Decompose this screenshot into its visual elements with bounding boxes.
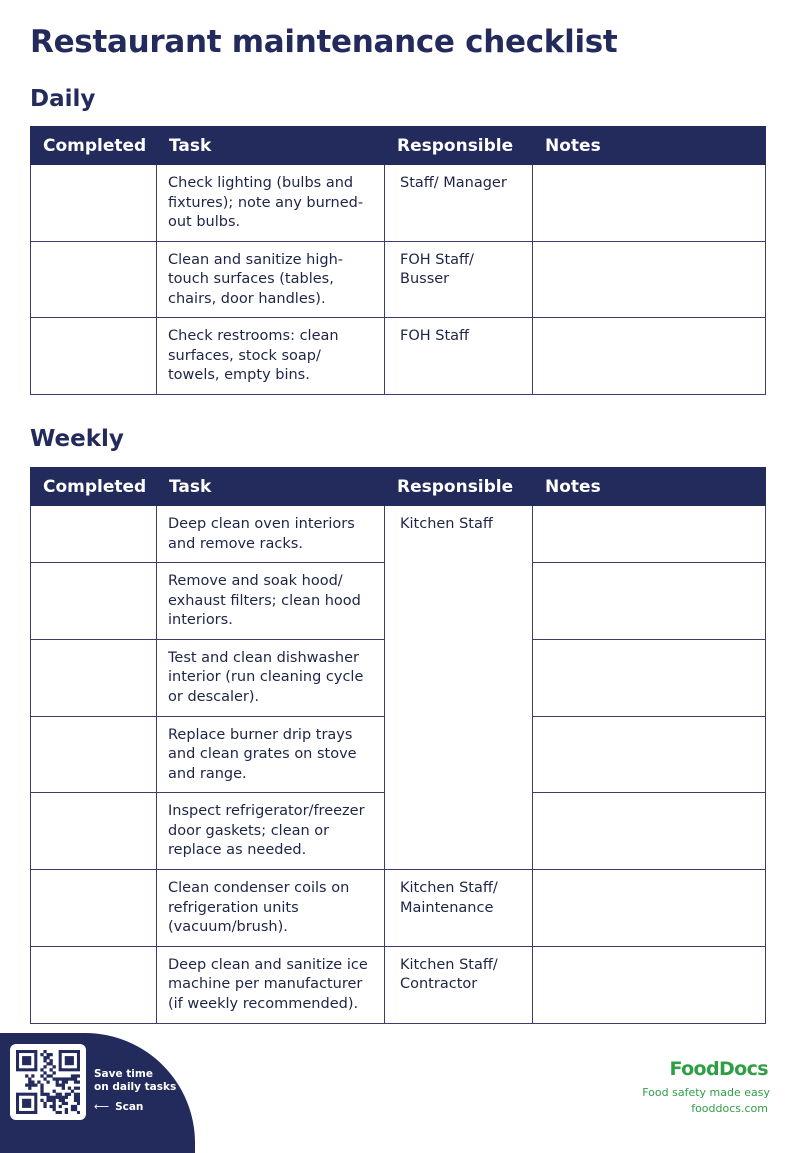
task-cell: Remove and soak hood/ exhaust filters; clean hood interiors.: [157, 563, 385, 640]
completed-cell[interactable]: [31, 241, 157, 318]
column-header-completed: Completed: [31, 127, 157, 165]
responsible-cell: Kitchen Staff/ Maintenance: [385, 870, 533, 947]
daily-heading: Daily: [30, 86, 96, 112]
completed-cell[interactable]: [31, 563, 157, 640]
notes-cell[interactable]: [533, 870, 766, 947]
table-row: [31, 318, 766, 395]
table-header-row: [31, 468, 766, 506]
column-header-completed: Completed: [31, 468, 157, 506]
table-row: [31, 506, 766, 563]
notes-cell[interactable]: [533, 165, 766, 242]
completed-cell[interactable]: [31, 506, 157, 563]
notes-cell[interactable]: [533, 318, 766, 395]
notes-cell[interactable]: [533, 563, 766, 640]
qr-code-icon[interactable]: [10, 1044, 86, 1120]
task-cell: Clean and sanitize high-touch surfaces (tables, chairs, door handles).: [157, 241, 385, 318]
table-row: [31, 946, 766, 1023]
notes-cell[interactable]: [533, 241, 766, 318]
fooddocs-logo: FoodDocs: [669, 1058, 768, 1080]
task-cell: Deep clean and sanitize ice machine per manufacturer (if weekly recommended).: [157, 946, 385, 1023]
column-header-task: Task: [157, 468, 385, 506]
qr-promo-text: [94, 1068, 176, 1094]
responsible-cell: Kitchen Staff/ Contractor: [385, 946, 533, 1023]
completed-cell[interactable]: [31, 793, 157, 870]
task-cell: Clean condenser coils on refrigeration units (vacuum/brush).: [157, 870, 385, 947]
column-header-responsible: Responsible: [385, 127, 533, 165]
completed-cell[interactable]: [31, 870, 157, 947]
table-header-row: [31, 127, 766, 165]
responsible-cell: FOH Staff: [385, 318, 533, 395]
scan-label: Scan: [115, 1101, 144, 1113]
notes-cell[interactable]: [533, 793, 766, 870]
promo-line-2: on daily tasks: [94, 1081, 177, 1093]
task-cell: Check restrooms: clean surfaces, stock soap/ towels, empty bins.: [157, 318, 385, 395]
task-cell: Test and clean dishwasher interior (run cleaning cycle or descaler).: [157, 639, 385, 716]
brand-url[interactable]: fooddocs.com: [691, 1102, 768, 1115]
notes-cell[interactable]: [533, 506, 766, 563]
arrow-left-icon: ⟵: [94, 1101, 110, 1113]
notes-cell[interactable]: [533, 639, 766, 716]
responsible-cell: FOH Staff/ Busser: [385, 241, 533, 318]
column-header-task: Task: [157, 127, 385, 165]
page-title: Restaurant maintenance checklist: [30, 24, 618, 60]
completed-cell[interactable]: [31, 165, 157, 242]
table-row: [31, 870, 766, 947]
task-cell: Replace burner drip trays and clean grates on stove and range.: [157, 716, 385, 793]
brand-tagline: Food safety made easy: [642, 1086, 770, 1099]
weekly-checklist-table: [30, 467, 766, 1024]
daily-checklist-table: [30, 126, 766, 395]
notes-cell[interactable]: [533, 946, 766, 1023]
completed-cell[interactable]: [31, 946, 157, 1023]
table-row: [31, 241, 766, 318]
responsible-cell-merged: Kitchen Staff: [385, 506, 533, 870]
task-cell: Check lighting (bulbs and fixtures); note any burned-out bulbs.: [157, 165, 385, 242]
column-header-notes: Notes: [533, 127, 766, 165]
table-row: [31, 165, 766, 242]
column-header-notes: Notes: [533, 468, 766, 506]
promo-line-1: Save time: [94, 1068, 153, 1080]
completed-cell[interactable]: [31, 716, 157, 793]
completed-cell[interactable]: [31, 639, 157, 716]
completed-cell[interactable]: [31, 318, 157, 395]
task-cell: Deep clean oven interiors and remove racks.: [157, 506, 385, 563]
task-cell: Inspect refrigerator/freezer door gaskets; clean or replace as needed.: [157, 793, 385, 870]
scan-label-row: [94, 1101, 143, 1113]
responsible-cell: Staff/ Manager: [385, 165, 533, 242]
column-header-responsible: Responsible: [385, 468, 533, 506]
notes-cell[interactable]: [533, 716, 766, 793]
weekly-heading: Weekly: [30, 426, 124, 452]
